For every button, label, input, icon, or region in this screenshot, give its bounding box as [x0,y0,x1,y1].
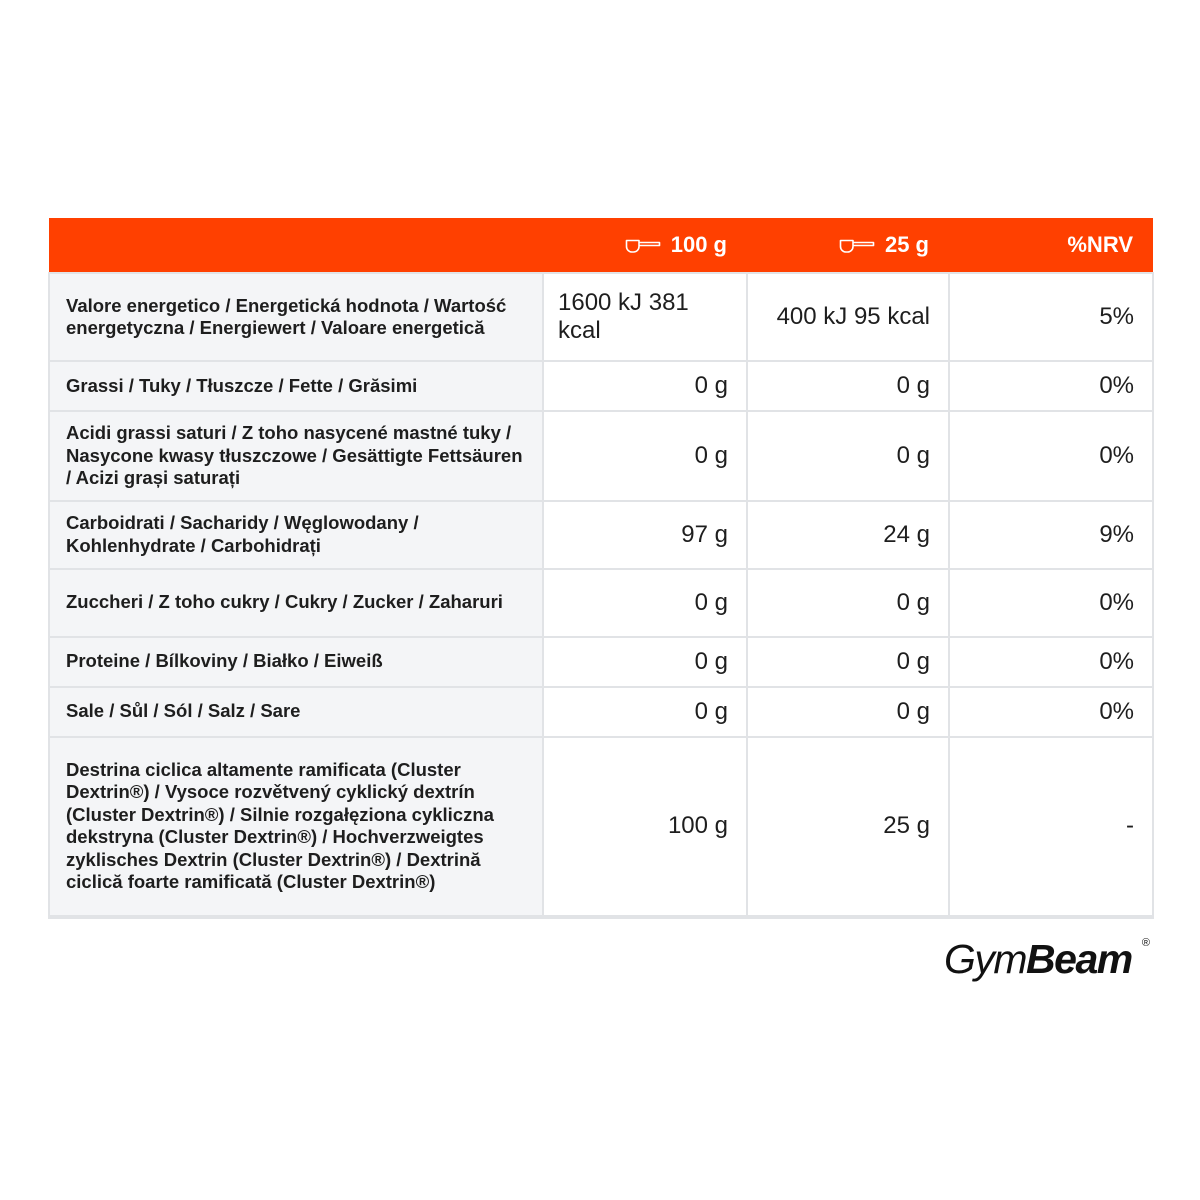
value-nrv: - [949,737,1153,917]
header-per-100g-label: 100 g [670,231,727,257]
value-per-100g: 1600 kJ 381 kcal [543,273,747,361]
value-nrv: 5% [949,273,1153,361]
header-per-25g [747,218,949,273]
value-nrv: 0% [949,361,1153,411]
value-nrv: 0% [949,637,1153,687]
value-per-100g: 100 g [543,737,747,917]
value-nrv: 0% [949,411,1153,501]
value-nrv: 9% [949,501,1153,569]
nutrient-label: Zuccheri / Z toho cukry / Cukry / Zucker / Zaharuri [49,569,543,637]
nutrient-label: Sale / Sůl / Sól / Salz / Sare [49,687,543,737]
value-per-25g: 0 g [747,637,949,687]
scoop-icon [839,237,875,253]
table-row [49,273,1153,361]
header-nrv: %NRV [949,218,1153,273]
nutrient-label: Acidi grassi saturi / Z toho nasycené mastné tuky / Nasycone kwasy tłuszczowe / Gesättigte Fettsäuren / Acizi grași saturați [49,411,543,501]
nutrient-label: Grassi / Tuky / Tłuszcze / Fette / Grăsimi [49,361,543,411]
table-row [49,361,1153,411]
header-label-column [49,218,543,273]
value-per-25g: 0 g [747,687,949,737]
table-row [49,637,1153,687]
table-row [49,411,1153,501]
table-row [49,687,1153,737]
value-per-100g: 0 g [543,411,747,501]
registered-mark: ® [1141,937,1150,949]
scoop-icon [625,237,661,253]
header-row [49,218,1153,273]
nutrition-table [48,218,1154,919]
value-per-100g: 97 g [543,501,747,569]
table-row [49,737,1153,917]
value-per-25g: 0 g [747,361,949,411]
nutrient-label: Destrina ciclica altamente ramificata (Cluster Dextrin®) / Vysoce rozvětvený cyklický dextrín (Cluster Dextrin®) / Silnie rozgałęziona cykliczna dekstryna (Cluster Dextrin®) / Hochverzweigtes zyklisches Dextrin (Cluster Dextrin®) / Dextrină ciclică foarte ramificată (Cluster Dextrin®) [49,737,543,917]
header-per-100g [543,218,747,273]
value-per-25g: 24 g [747,501,949,569]
value-nrv: 0% [949,569,1153,637]
value-per-25g: 0 g [747,569,949,637]
header-per-25g-label: 25 g [884,231,929,257]
value-per-100g: 0 g [543,687,747,737]
value-per-100g: 0 g [543,569,747,637]
nutrient-label: Valore energetico / Energetická hodnota / Wartość energetyczna / Energiewert / Valoare energetică [49,273,543,361]
nutrient-label: Carboidrati / Sacharidy / Węglowodany / Kohlenhydrate / Carbohidrați [49,501,543,569]
value-per-25g: 0 g [747,411,949,501]
value-per-100g: 0 g [543,361,747,411]
value-per-100g: 0 g [543,637,747,687]
value-nrv: 0% [949,687,1153,737]
table-header [49,218,1153,273]
value-per-25g: 25 g [747,737,949,917]
table-row [49,569,1153,637]
value-per-25g: 400 kJ 95 kcal [747,273,949,361]
nutrient-label: Proteine / Bílkoviny / Białko / Eiweiß [49,637,543,687]
table-body [49,273,1153,917]
logo-word-beam: Beam [1026,936,1132,982]
logo-word-gym: Gym [944,936,1027,982]
gymbeam-logo [944,934,1154,984]
table-row [49,501,1153,569]
